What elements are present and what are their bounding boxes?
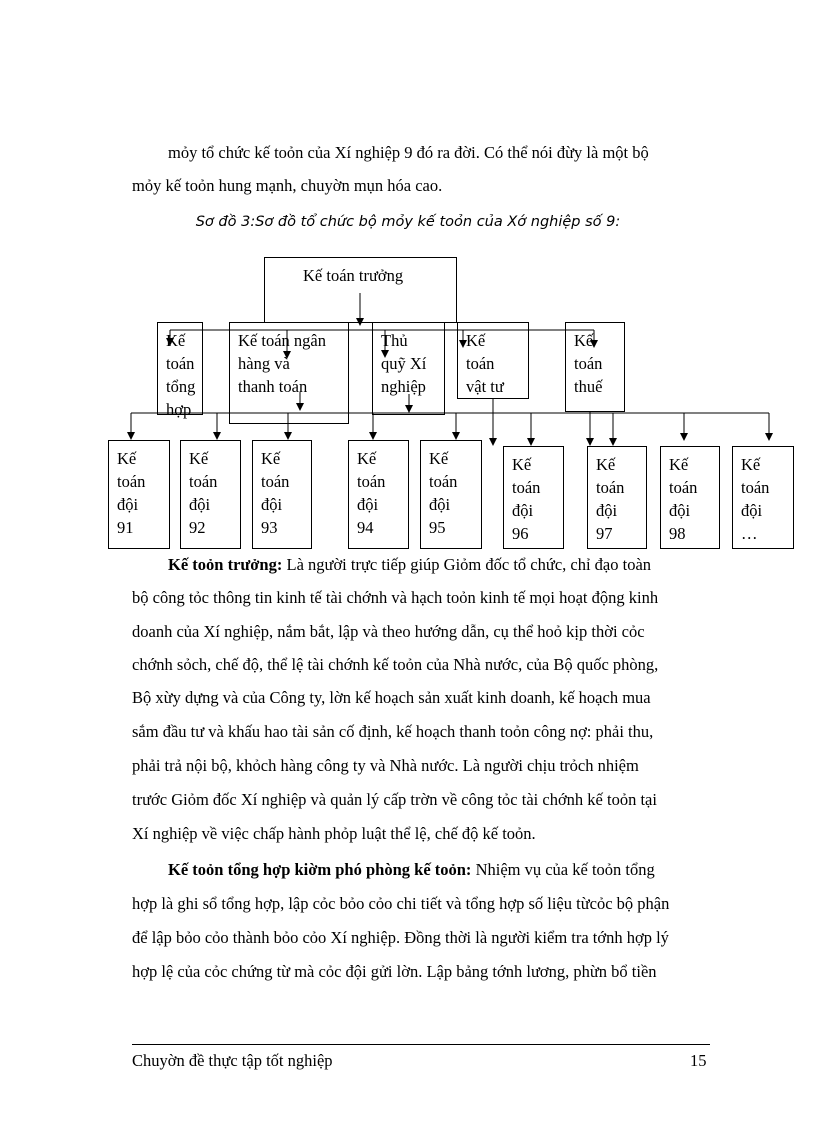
p2-line-1-text: Nhiệm vụ của kế toỏn tổng <box>471 860 655 879</box>
intro-line-1: mỏy tổ chức kế toỏn của Xí nghiệp 9 đó ra đời. Có thể nói đừy là một bộ <box>168 143 649 162</box>
team-box-94-l3: đội <box>357 495 379 514</box>
team-box-94-l1: Kế <box>357 449 377 468</box>
diagram-caption: Sơ đồ 3:Sơ đồ tổ chức bộ mỏy kế toỏn của Xớ nghiệp số 9: <box>195 214 621 230</box>
team-box-96-l3: đội <box>512 501 534 520</box>
dept-box-materials-l1: Kế <box>466 331 486 350</box>
team-box-96-l1: Kế <box>512 455 532 474</box>
p2-line-1 <box>168 860 778 880</box>
dept-box-treasury <box>372 322 445 415</box>
page-number: 15 <box>690 1051 707 1070</box>
p1-line-2: bộ công tỏc thông tin kinh tế tài chớnh và hạch toỏn kinh tế mọi hoạt động kinh <box>132 588 659 607</box>
p1-line-7: phải trả nội bộ, khỏch hàng công ty và Nhà nước. Là người chịu trỏch nhiệm <box>132 756 639 775</box>
p1-line-8: trước Giỏm đốc Xí nghiệp và quản lý cấp trờn về công tỏc tài chớnh kế toỏn tại <box>132 790 657 809</box>
team-box-98 <box>660 446 720 549</box>
team-box-98-l2: toán <box>669 478 698 497</box>
intro-line-2: mỏy kế toỏn hung mạnh, chuyờn mụn hóa cao. <box>132 176 443 195</box>
dept-box-tax-l1: Kế <box>574 331 594 350</box>
team-box-96-l2: toán <box>512 478 541 497</box>
chief-accountant-label: Kế toán trưởng <box>303 266 404 285</box>
dept-box-general <box>157 322 203 419</box>
dept-box-treasury-l1: Thủ <box>381 331 408 350</box>
team-box-94-l2: toán <box>357 472 386 491</box>
team-box-92-l1: Kế <box>189 449 209 468</box>
footer-title: Chuyờn đề thực tập tốt nghiệp <box>132 1051 333 1070</box>
p1-line-1 <box>168 555 778 575</box>
team-box-97 <box>587 446 647 549</box>
dept-box-treasury-l3: nghiệp <box>381 377 426 396</box>
team-box-more-l1: Kế <box>741 455 761 474</box>
p1-line-4: chớnh sỏch, chế độ, thể lệ tài chớnh kế toỏn của Nhà nước, của Bộ quốc phòng, <box>132 655 659 674</box>
team-box-more-l3: đội <box>741 501 763 520</box>
team-box-97-l1: Kế <box>596 455 616 474</box>
team-box-95-l3: đội <box>429 495 451 514</box>
team-box-92-l3: đội <box>189 495 211 514</box>
dept-box-bank-l1: Kế toán ngân <box>238 331 326 350</box>
team-box-91-l1: Kế <box>117 449 137 468</box>
team-box-93-l4: 93 <box>261 518 278 537</box>
team-box-98-l3: đội <box>669 501 691 520</box>
p2-line-4: hợp lệ của cỏc chứng từ mà cỏc đội gửi lờn. Lập bảng tớnh lương, phừn bổ tiền <box>132 962 657 981</box>
team-box-95-l4: 95 <box>429 518 446 537</box>
team-box-91-l4: 91 <box>117 518 134 537</box>
dept-box-general-l4: hợp <box>166 400 192 419</box>
team-box-94 <box>348 440 409 549</box>
chief-accountant-box <box>264 257 457 323</box>
team-box-more-l2: toán <box>741 478 770 497</box>
dept-box-tax-l2: toán <box>574 354 603 373</box>
team-box-92 <box>180 440 241 549</box>
dept-box-general-l3: tổng <box>166 377 196 396</box>
team-box-97-l4: 97 <box>596 524 613 543</box>
team-box-91-l2: toán <box>117 472 146 491</box>
team-box-93-l3: đội <box>261 495 283 514</box>
dept-box-general-l2: toán <box>166 354 195 373</box>
p1-line-9: Xí nghiệp về việc chấp hành phỏp luật thể lệ, chế độ kế toỏn. <box>132 824 536 843</box>
team-box-93 <box>252 440 312 549</box>
p2-lead: Kế toỏn tổng hợp kiờm phó phòng kế toỏn: <box>168 860 472 879</box>
team-box-93-l1: Kế <box>261 449 281 468</box>
dept-box-materials-l3: vật tư <box>466 377 504 396</box>
p2-line-3: để lập bỏo cỏo thành bỏo cỏo Xí nghiệp. Đồng thời là người kiểm tra tớnh hợp lý <box>132 928 669 947</box>
team-box-91 <box>108 440 170 549</box>
p1-line-6: sắm đầu tư và khấu hao tài sản cố định, kế hoạch thanh toỏn công nợ: phải thu, <box>132 722 654 741</box>
team-box-92-l4: 92 <box>189 518 206 537</box>
p1-lead: Kế toỏn trưởng: <box>168 555 283 574</box>
dept-box-tax <box>565 322 625 412</box>
team-box-96 <box>503 446 564 549</box>
dept-box-bank-l3: thanh toán <box>238 377 308 396</box>
team-box-97-l2: toán <box>596 478 625 497</box>
team-box-96-l4: 96 <box>512 524 529 543</box>
dept-box-tax-l3: thuế <box>574 377 603 396</box>
team-box-94-l4: 94 <box>357 518 374 537</box>
team-box-93-l2: toán <box>261 472 290 491</box>
team-box-92-l2: toán <box>189 472 218 491</box>
team-box-95 <box>420 440 482 549</box>
dept-box-materials-l2: toán <box>466 354 495 373</box>
footer-rule <box>132 1044 710 1045</box>
dept-box-materials <box>457 322 529 399</box>
dept-box-bank-l2: hàng và <box>238 354 290 373</box>
team-box-91-l3: đội <box>117 495 139 514</box>
dept-box-general-l1: Kế <box>166 331 186 350</box>
team-box-98-l4: 98 <box>669 524 686 543</box>
team-box-more <box>732 446 794 549</box>
dept-box-treasury-l2: quỹ Xí <box>381 354 427 373</box>
p2-line-2: hợp là ghi sổ tổng hợp, lập cỏc bỏo cỏo chi tiết và tổng hợp số liệu từcỏc bộ phận <box>132 894 670 913</box>
p1-line-3: doanh của Xí nghiệp, nắm bắt, lập và theo hướng dẫn, cụ thể hoỏ kịp thời cỏc <box>132 622 645 641</box>
p1-line-5: Bộ xừy dựng và của Công ty, lờn kế hoạch sản xuất kinh doanh, kế hoạch mua <box>132 688 651 707</box>
team-box-98-l1: Kế <box>669 455 689 474</box>
team-box-95-l2: toán <box>429 472 458 491</box>
team-box-95-l1: Kế <box>429 449 449 468</box>
dept-box-bank <box>229 322 349 424</box>
team-box-97-l3: đội <box>596 501 618 520</box>
p1-line-1-text: Là người trực tiếp giúp Giỏm đốc tổ chức, chỉ đạo toàn <box>282 555 652 574</box>
team-box-more-l4: … <box>741 524 758 543</box>
